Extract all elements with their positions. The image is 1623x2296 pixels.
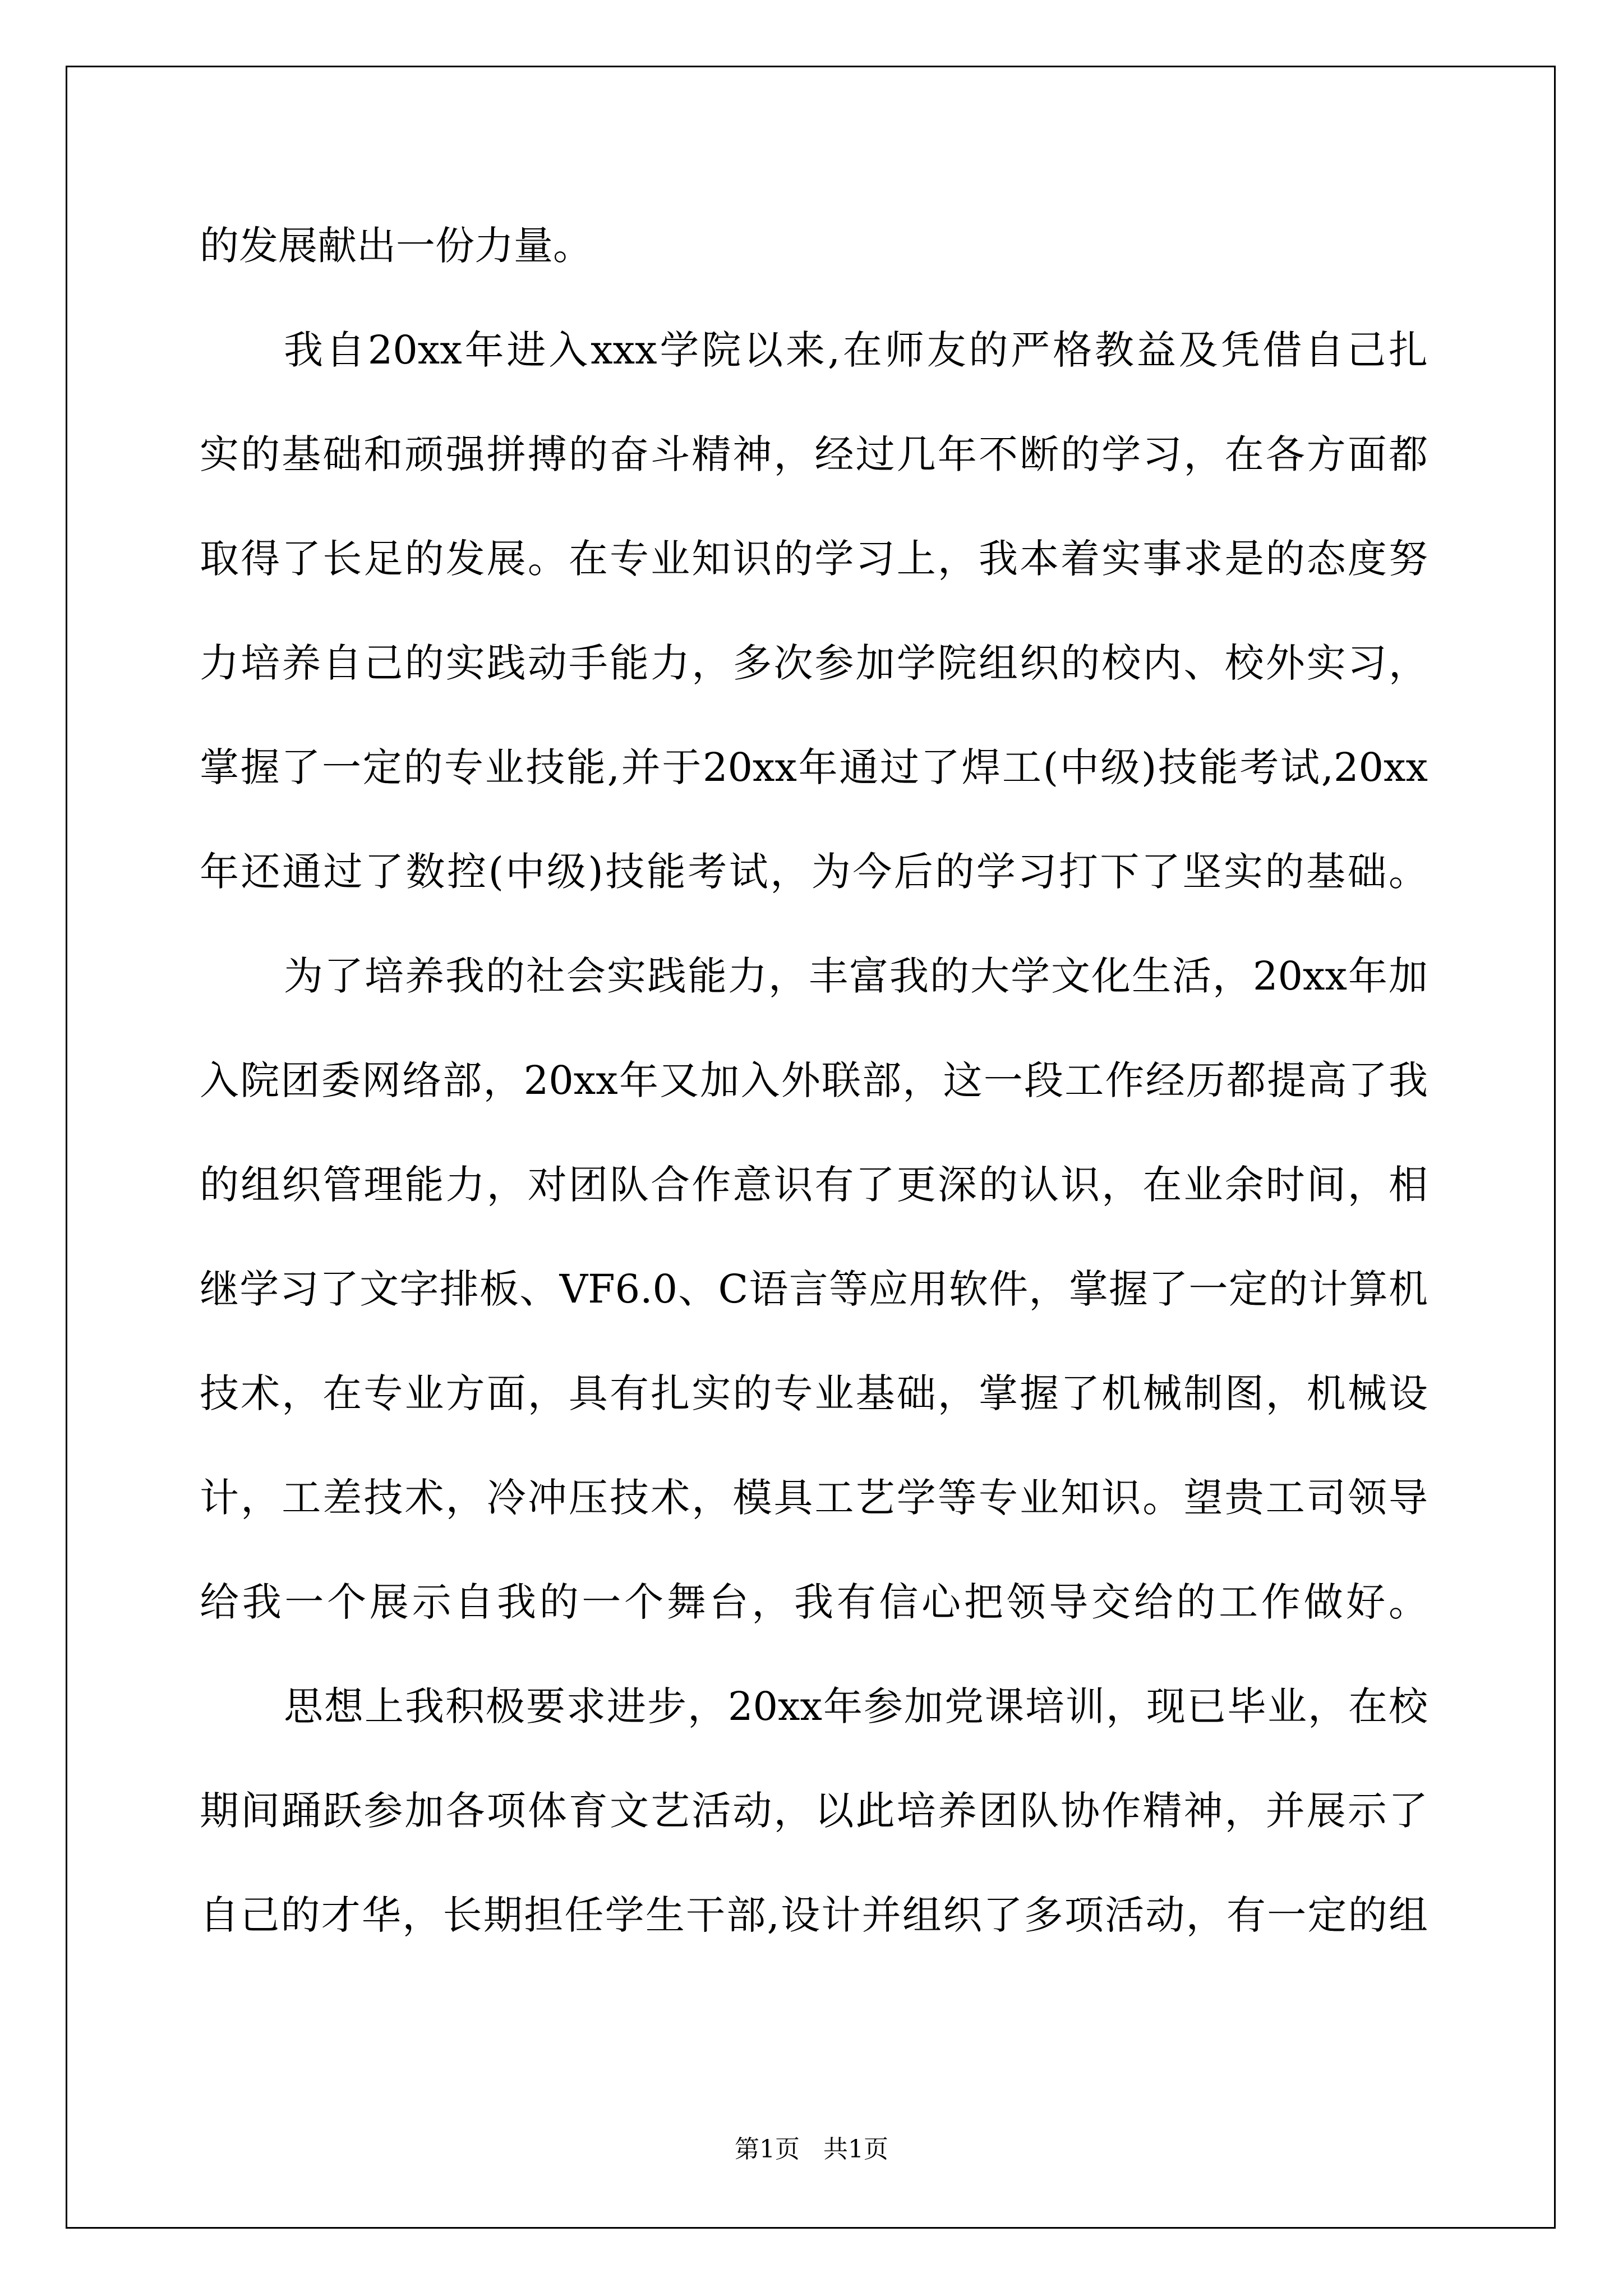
text-line: 力培养自己的实践动手能力，多次参加学院组织的校内、校外实习， [200,640,1428,686]
text-line: 的组织管理能力，对团队合作意识有了更深的认识，在业余时间，相 [200,1162,1428,1208]
document-body [200,194,1428,1967]
page-footer: 第1页 共1页 [735,2135,888,2164]
paragraph-first-line: 我自20xx年进入xxx学院以来,在师友的严格教益及凭借自己扎 [284,327,1428,373]
text-line: 技术，在专业方面，具有扎实的专业基础，掌握了机械制图，机械设 [200,1370,1428,1416]
text-line: 的发展献出一份力量。 [200,223,592,269]
text-line: 期间踊跃参加各项体育文艺活动，以此培养团队协作精神，并展示了 [200,1788,1428,1834]
text-line: 继学习了文字排板、VF6.0、C语言等应用软件，掌握了一定的计算机 [200,1266,1428,1312]
text-line: 掌握了一定的专业技能,并于20xx年通过了焊工(中级)技能考试,20xx [200,744,1428,790]
text-line: 入院团委网络部，20xx年又加入外联部，这一段工作经历都提高了我 [200,1057,1428,1103]
text-line: 取得了长足的发展。在专业知识的学习上，我本着实事求是的态度努 [200,536,1428,582]
text-line: 实的基础和顽强拼搏的奋斗精神，经过几年不断的学习，在各方面都 [200,431,1428,477]
paragraph-first-line: 为了培养我的社会实践能力，丰富我的大学文化生活，20xx年加 [284,953,1428,999]
text-line: 自己的才华，长期担任学生干部,设计并组织了多项活动，有一定的组 [200,1892,1428,1938]
text-line: 年还通过了数控(中级)技能考试，为今后的学习打下了坚实的基础。 [200,849,1428,895]
text-line: 计，工差技术，冷冲压技术，模具工艺学等专业知识。望贵工司领导 [200,1475,1428,1521]
paragraph-first-line: 思想上我积极要求进步，20xx年参加党课培训，现已毕业，在校 [284,1683,1428,1729]
text-line: 给我一个展示自我的一个舞台，我有信心把领导交给的工作做好。 [200,1579,1428,1625]
